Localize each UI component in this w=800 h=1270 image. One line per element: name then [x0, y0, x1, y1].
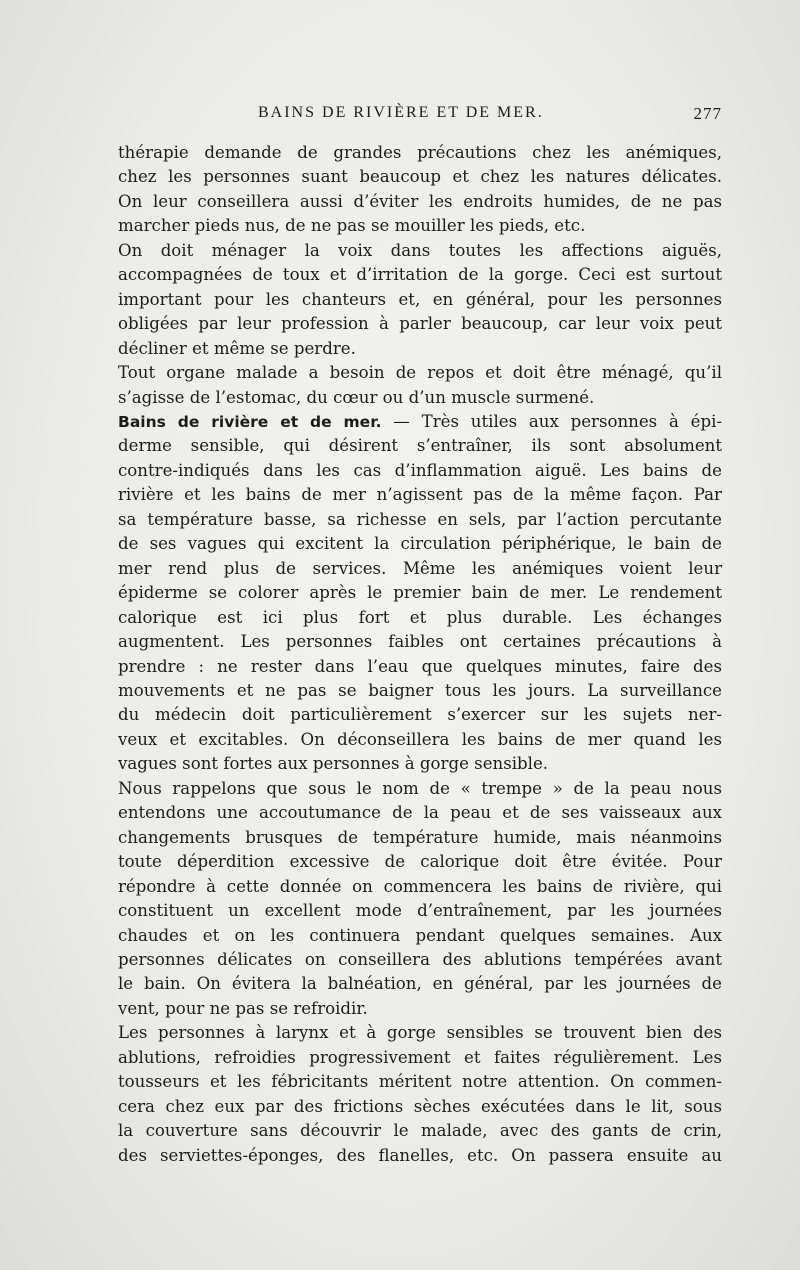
text-line: chaudes et on les continuera pendant quelques semaines. Aux [118, 925, 722, 945]
text-line: Nous rappelons que sous le nom de « trempe » de la peau nous [118, 778, 722, 798]
text-line: constituent un excellent mode d’entraînement, par les journées [118, 901, 722, 921]
text-line: personnes délicates on conseillera des ablutions tempérées avant [118, 949, 722, 969]
page-number: 277 [693, 104, 722, 123]
text-line: ablutions, refroidies progressivement et faites régulièrement. Les [118, 1047, 722, 1067]
text-line: thérapie demande de grandes précautions chez les anémiques, [118, 143, 722, 162]
text-line: contre-indiqués dans les cas d’inflammation aiguë. Les bains de [118, 460, 722, 480]
text-line: accompagnées de toux et d’irritation de la gorge. Ceci est surtout [118, 265, 722, 285]
text-line: de ses vagues qui excitent la circulation périphérique, le bain de [118, 534, 722, 554]
body-text [118, 141, 722, 1168]
text-line: augmentent. Les personnes faibles ont certaines précautions à [118, 632, 722, 652]
text-line: s’agisse de l’estomac, du cœur ou d’un muscle surmené. [118, 387, 595, 407]
text-line: prendre : ne rester dans l’eau que quelques minutes, faire des [118, 656, 722, 676]
text-line: mer rend plus de services. Même les anémiques voient leur [118, 558, 722, 578]
text-line: On doit ménager la voix dans toutes les affections aiguës, [118, 240, 722, 260]
text-line: décliner et même se perdre. [118, 338, 356, 358]
text-line: tousseurs et les fébricitants méritent notre attention. On commen- [118, 1072, 722, 1092]
text-line: cera chez eux par des frictions sèches exécutées dans le lit, sous [118, 1096, 722, 1116]
page-header [118, 104, 722, 128]
text-line: du médecin doit particulièrement s’exercer sur les sujets ner- [118, 705, 722, 725]
text-line: entendons une accoutumance de la peau et de ses vaisseaux aux [118, 803, 722, 823]
text-line: le bain. On évitera la balnéation, en général, par les journées de [118, 974, 722, 994]
text-segment: — Très utiles aux personnes à épi- [393, 411, 722, 431]
text-line: rivière et les bains de mer n’agissent pas de la même façon. Par [118, 485, 722, 505]
text-line: Tout organe malade a besoin de repos et doit être ménagé, qu’il [118, 363, 722, 383]
text-line: calorique est ici plus fort et plus durable. Les échanges [118, 607, 722, 627]
text-line: changements brusques de température humide, mais néanmoins [118, 827, 722, 847]
text-line: sa température basse, sa richesse en sels, par l’action percutante [118, 509, 722, 529]
text-line: derme sensible, qui désirent s’entraîner, ils sont absolument [118, 436, 722, 456]
text-line: épiderme se colorer après le premier bain de mer. Le rendement [118, 583, 722, 603]
text-line: répondre à cette donnée on commencera les bains de rivière, qui [118, 876, 722, 896]
section-heading: Bains de rivière et de mer. [118, 412, 382, 431]
text-line: veux et excitables. On déconseillera les bains de mer quand les [118, 729, 722, 749]
text-line: chez les personnes suant beaucoup et chez les natures délicates. [118, 167, 722, 187]
text-line: important pour les chanteurs et, en général, pour les personnes [118, 289, 722, 309]
text-line: mouvements et ne pas se baigner tous les jours. La surveillance [118, 680, 722, 700]
running-title: BAINS DE RIVIÈRE ET DE MER. [258, 104, 544, 121]
section-lead-line [118, 410, 722, 434]
text-line: Les personnes à larynx et à gorge sensibles se trouvent bien des [118, 1023, 722, 1043]
text-line: On leur conseillera aussi d’éviter les endroits humides, de ne pas [118, 191, 722, 211]
text-line: toute déperdition excessive de calorique doit être évitée. Pour [118, 852, 722, 872]
text-line: la couverture sans découvrir le malade, avec des gants de crin, [118, 1121, 722, 1141]
text-line: des serviettes-éponges, des flanelles, etc. On passera ensuite au [118, 1145, 722, 1165]
text-line: marcher pieds nus, de ne pas se mouiller les pieds, etc. [118, 216, 586, 236]
text-line: obligées par leur profession à parler beaucoup, car leur voix peut [118, 314, 722, 334]
text-line: vent, pour ne pas se refroidir. [118, 998, 368, 1018]
text-line: vagues sont fortes aux personnes à gorge sensible. [118, 754, 549, 774]
